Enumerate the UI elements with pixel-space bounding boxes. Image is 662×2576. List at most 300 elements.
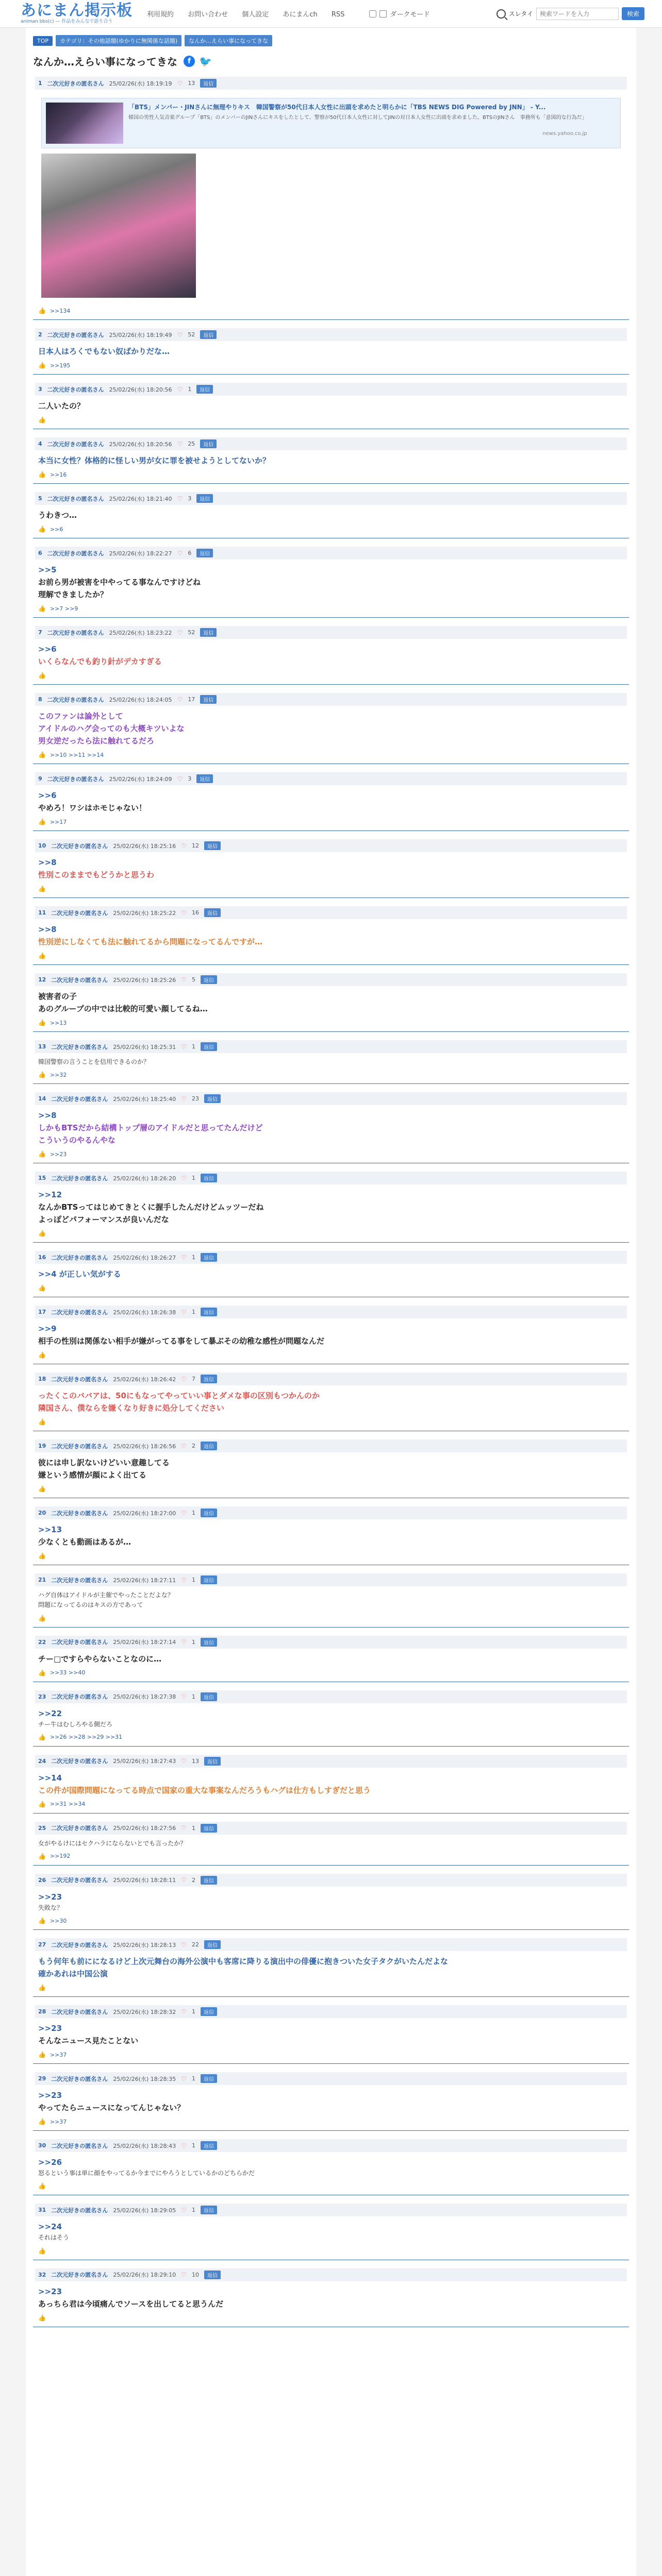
reply-button[interactable]: 返信 bbox=[201, 1575, 217, 1584]
thumbs-up-icon[interactable]: 👍 bbox=[38, 1984, 46, 1992]
heart-icon[interactable]: ♡ bbox=[181, 1308, 187, 1316]
post-header bbox=[35, 1172, 627, 1184]
search-scope-select[interactable]: スレタイ bbox=[508, 10, 533, 18]
nav-terms[interactable]: 利用規約 bbox=[147, 11, 174, 19]
thumbs-up-icon[interactable]: 👍 bbox=[38, 1917, 46, 1925]
poster-name: 二次元好きの匿名さん bbox=[47, 331, 104, 338]
post-text-line: 二人いたの？ bbox=[38, 401, 85, 411]
heart-icon[interactable]: ♡ bbox=[181, 1174, 187, 1182]
site-logo[interactable] bbox=[21, 3, 133, 24]
reply-anchors[interactable]: >>17 bbox=[49, 818, 67, 825]
post-date: 25/02/26(水) 18:23:22 bbox=[109, 629, 172, 636]
heart-icon[interactable]: ♡ bbox=[181, 976, 187, 984]
post bbox=[33, 2200, 629, 2260]
reply-anchor[interactable]: >>8 bbox=[38, 858, 57, 867]
post-header bbox=[35, 437, 627, 450]
post-text-line: やってたらニュースになってんじゃない？ bbox=[38, 2103, 185, 2113]
thumbs-up-icon[interactable]: 👍 bbox=[38, 1485, 46, 1493]
reply-anchor[interactable]: >>23 bbox=[38, 2091, 62, 2100]
heart-icon[interactable]: ♡ bbox=[181, 842, 187, 850]
heart-icon[interactable]: ♡ bbox=[181, 2075, 187, 2082]
like-count: 1 bbox=[191, 1309, 195, 1316]
reply-button[interactable]: 返信 bbox=[201, 1638, 217, 1647]
thread-title: なんか…えらい事になってきな bbox=[33, 56, 177, 68]
heart-icon[interactable]: ♡ bbox=[181, 1824, 187, 1832]
post-number[interactable]: 15 bbox=[38, 1175, 46, 1182]
post-date: 25/02/26(水) 18:20:56 bbox=[109, 386, 172, 393]
post-number[interactable]: 6 bbox=[38, 550, 42, 556]
like-count: 1 bbox=[191, 1693, 195, 1700]
post-text-line: 怒るという事は単に顔をやってるか今までにやろうとしているかのどちらかだ bbox=[38, 2170, 255, 2177]
post-footer bbox=[35, 670, 627, 681]
post-number[interactable]: 23 bbox=[38, 1693, 46, 1700]
heart-icon[interactable]: ♡ bbox=[181, 1941, 187, 1948]
heart-icon[interactable]: ♡ bbox=[177, 629, 183, 636]
reply-anchors[interactable]: >>37 bbox=[49, 2051, 67, 2058]
reply-button[interactable]: 返信 bbox=[204, 841, 221, 850]
main-content bbox=[26, 28, 636, 2576]
thumbs-up-icon[interactable]: 👍 bbox=[38, 1418, 46, 1426]
post-text-line: 日本人はろくでもない奴ばかりだな… bbox=[38, 347, 170, 356]
post-number[interactable]: 19 bbox=[38, 1443, 46, 1450]
heart-icon[interactable]: ♡ bbox=[181, 1043, 187, 1050]
post-date: 25/02/26(水) 18:29:10 bbox=[113, 2272, 176, 2278]
post-body bbox=[35, 1385, 627, 1416]
reply-anchors[interactable]: >>13 bbox=[49, 1019, 67, 1026]
reply-anchors[interactable]: >>31 >>34 bbox=[49, 1801, 86, 1808]
post-date: 25/02/26(水) 18:27:11 bbox=[113, 1577, 176, 1584]
post bbox=[33, 690, 629, 764]
reply-button[interactable]: 返信 bbox=[200, 439, 217, 448]
heart-icon[interactable]: ♡ bbox=[177, 495, 183, 502]
post-text-line: それはそう bbox=[38, 2234, 70, 2242]
like-count: 1 bbox=[191, 1254, 195, 1261]
heart-icon[interactable]: ♡ bbox=[181, 1253, 187, 1261]
reply-anchor[interactable]: >>26 bbox=[38, 2158, 62, 2167]
post-body bbox=[35, 1318, 627, 1349]
post-number[interactable]: 2 bbox=[38, 331, 42, 338]
reply-anchors[interactable]: >>134 bbox=[49, 307, 71, 314]
post-body bbox=[35, 1519, 627, 1550]
post-number[interactable]: 27 bbox=[38, 1941, 46, 1948]
like-count: 10 bbox=[191, 2271, 199, 2278]
reply-button[interactable]: 返信 bbox=[196, 385, 213, 394]
reply-button[interactable]: 返信 bbox=[201, 1824, 217, 1833]
post-date: 25/02/26(水) 18:25:40 bbox=[113, 1095, 176, 1103]
heart-icon[interactable]: ♡ bbox=[177, 331, 183, 338]
thumbs-up-icon[interactable]: 👍 bbox=[38, 2314, 46, 2321]
like-count: 13 bbox=[191, 1757, 199, 1765]
twitter-share-icon[interactable]: 🐦 bbox=[199, 55, 212, 67]
thumbs-up-icon[interactable]: 👍 bbox=[38, 2051, 46, 2059]
reply-button[interactable]: 返信 bbox=[204, 1094, 221, 1103]
post-footer bbox=[35, 469, 627, 480]
post-number[interactable]: 9 bbox=[38, 775, 42, 782]
heart-icon[interactable]: ♡ bbox=[181, 1095, 187, 1103]
poster-name: 二次元好きの匿名さん bbox=[51, 1309, 108, 1316]
heart-icon[interactable]: ♡ bbox=[181, 1693, 187, 1701]
post-number[interactable]: 3 bbox=[38, 386, 42, 393]
post-number[interactable]: 12 bbox=[38, 976, 46, 983]
logo-subtext: animan bbs(c) — 作品をみんなで語り合う bbox=[21, 19, 113, 24]
reply-anchor[interactable]: >>8 bbox=[38, 925, 57, 934]
post-text-line: 男女逆だったら法に触れてるだろ bbox=[38, 736, 155, 745]
post-header bbox=[35, 1636, 627, 1649]
thumbs-up-icon[interactable]: 👍 bbox=[38, 2182, 46, 2190]
post bbox=[33, 1687, 629, 1747]
dark-mode-toggle[interactable] bbox=[369, 9, 429, 19]
thumbs-up-icon[interactable]: 👍 bbox=[38, 1800, 46, 1808]
reply-button[interactable]: 返信 bbox=[201, 1692, 217, 1701]
post-header bbox=[35, 328, 627, 341]
reply-anchors[interactable]: >>37 bbox=[49, 2118, 67, 2125]
thumbs-up-icon[interactable]: 👍 bbox=[38, 1733, 46, 1741]
post-text-line: よっぽどパフォーマンスが良いんだな bbox=[38, 1215, 169, 1225]
reply-button[interactable]: 返信 bbox=[200, 79, 217, 88]
post bbox=[33, 1168, 629, 1243]
reply-button[interactable]: 返信 bbox=[201, 1509, 217, 1517]
reply-button[interactable]: 返信 bbox=[201, 1042, 217, 1051]
thumbs-up-icon[interactable]: 👍 bbox=[38, 1614, 46, 1622]
heart-icon[interactable]: ♡ bbox=[177, 79, 183, 87]
breadcrumb-thread[interactable]: なんか…えらい事になってきな bbox=[185, 35, 272, 46]
site-header bbox=[0, 0, 662, 28]
reply-button[interactable]: 返信 bbox=[204, 1757, 221, 1766]
thumbs-up-icon[interactable]: 👍 bbox=[38, 526, 46, 533]
nav-contact[interactable]: お問い合わせ bbox=[188, 11, 228, 19]
post-number[interactable]: 8 bbox=[38, 696, 42, 703]
post-number[interactable]: 29 bbox=[38, 2075, 46, 2082]
post-text-line: こういうのやるんやな bbox=[38, 1136, 116, 1145]
reply-anchor[interactable]: >>24 bbox=[38, 2222, 62, 2232]
post-body bbox=[35, 1053, 627, 1069]
post-number[interactable]: 22 bbox=[38, 1638, 46, 1646]
reply-anchor[interactable]: >>23 bbox=[38, 2286, 62, 2296]
reply-anchors[interactable]: >>32 bbox=[49, 1071, 67, 1078]
thumbs-up-icon[interactable]: 👍 bbox=[38, 1669, 46, 1676]
thumbs-up-icon[interactable]: 👍 bbox=[38, 307, 46, 314]
post bbox=[33, 2136, 629, 2195]
thumbs-up-icon[interactable]: 👍 bbox=[38, 2118, 46, 2126]
post-number[interactable]: 18 bbox=[38, 1376, 46, 1383]
post-footer bbox=[35, 1282, 627, 1294]
post-body bbox=[35, 1184, 627, 1228]
reply-anchors[interactable]: >>7 >>9 bbox=[49, 605, 78, 612]
post-body bbox=[35, 1887, 627, 1915]
poster-name: 二次元好きの匿名さん bbox=[51, 1443, 108, 1450]
post-header bbox=[35, 492, 627, 505]
reply-button[interactable]: 返信 bbox=[201, 1253, 217, 1262]
checkbox-icon[interactable] bbox=[379, 10, 387, 18]
heart-icon[interactable]: ♡ bbox=[181, 2206, 187, 2214]
post-number[interactable]: 25 bbox=[38, 1824, 46, 1832]
thumbs-up-icon[interactable]: 👍 bbox=[38, 885, 46, 892]
post-footer bbox=[35, 414, 627, 426]
search-button[interactable]: 検索 bbox=[622, 7, 644, 20]
post-number[interactable]: 16 bbox=[38, 1254, 46, 1261]
reply-button[interactable]: 返信 bbox=[201, 2007, 217, 2016]
post-header bbox=[35, 1372, 627, 1385]
thumbs-up-icon[interactable]: 👍 bbox=[38, 605, 46, 612]
post-number[interactable]: 24 bbox=[38, 1757, 46, 1765]
post-body bbox=[35, 919, 627, 950]
thumbs-up-icon[interactable]: 👍 bbox=[38, 751, 46, 758]
post bbox=[33, 1369, 629, 1431]
reply-anchor[interactable]: >>23 bbox=[38, 2024, 62, 2033]
reply-anchor[interactable]: >>23 bbox=[38, 1892, 62, 1902]
reply-button[interactable]: 返信 bbox=[204, 908, 221, 917]
reply-anchor[interactable]: >>6 bbox=[38, 791, 57, 800]
post-number[interactable]: 5 bbox=[38, 495, 42, 502]
poster-name: 二次元好きの匿名さん bbox=[51, 2075, 108, 2082]
reply-anchor[interactable]: >>5 bbox=[38, 565, 57, 574]
thumbs-up-icon[interactable]: 👍 bbox=[38, 1019, 46, 1026]
post-number[interactable]: 17 bbox=[38, 1309, 46, 1316]
thumbs-up-icon[interactable]: 👍 bbox=[38, 1284, 46, 1292]
post-body bbox=[35, 1649, 627, 1667]
poster-name: 二次元好きの匿名さん bbox=[51, 1693, 108, 1701]
thumbs-up-icon[interactable]: 👍 bbox=[38, 2247, 46, 2255]
reply-button[interactable]: 返信 bbox=[201, 975, 217, 984]
post-text-line: いくらなんでも釣り針がデカすぎる bbox=[38, 657, 162, 666]
post-date: 25/02/26(水) 18:27:00 bbox=[113, 1510, 176, 1517]
post-date: 25/02/26(水) 18:27:56 bbox=[113, 1825, 176, 1832]
reply-anchors[interactable]: >>33 >>40 bbox=[49, 1669, 86, 1676]
post-number[interactable]: 14 bbox=[38, 1095, 46, 1103]
thumbs-up-icon[interactable]: 👍 bbox=[38, 416, 46, 423]
reply-anchors[interactable]: >>23 bbox=[49, 1150, 67, 1158]
thumbs-up-icon[interactable]: 👍 bbox=[38, 1351, 46, 1359]
poster-name: 二次元好きの匿名さん bbox=[51, 2142, 108, 2149]
post-number[interactable]: 31 bbox=[38, 2207, 46, 2214]
heart-icon[interactable]: ♡ bbox=[181, 909, 187, 917]
post-header bbox=[35, 1439, 627, 1452]
search-input[interactable] bbox=[536, 8, 619, 20]
nav-rss[interactable]: RSS bbox=[331, 11, 345, 19]
post-text-line: 性別このままでもどうかと思うわ bbox=[38, 870, 155, 879]
reply-button[interactable]: 返信 bbox=[201, 1308, 217, 1316]
thumbs-up-icon[interactable]: 👍 bbox=[38, 362, 46, 369]
post-text-line: しかもBTSだから結構トップ層のアイドルだと思ってたんだけど bbox=[38, 1123, 263, 1133]
reply-anchor[interactable]: >>6 bbox=[38, 645, 57, 654]
reply-button[interactable]: 返信 bbox=[204, 2270, 221, 2279]
post-date: 25/02/26(水) 18:26:56 bbox=[113, 1443, 176, 1450]
post-header bbox=[35, 2072, 627, 2085]
reply-anchor[interactable]: >>13 bbox=[38, 1525, 62, 1535]
breadcrumb-category[interactable]: カテゴリ：その他話題(ゆかりに無関係な話題) bbox=[56, 35, 181, 46]
reply-anchors[interactable]: >>30 bbox=[49, 1917, 67, 1924]
thumbs-up-icon[interactable]: 👍 bbox=[38, 952, 46, 959]
like-count: 1 bbox=[191, 2142, 195, 2149]
heart-icon[interactable]: ♡ bbox=[181, 1876, 187, 1884]
reply-button[interactable]: 返信 bbox=[201, 1174, 217, 1182]
reply-button[interactable]: 返信 bbox=[200, 330, 217, 339]
post-number[interactable]: 13 bbox=[38, 1043, 46, 1050]
poster-name: 二次元好きの匿名さん bbox=[47, 80, 104, 87]
reply-button[interactable]: 返信 bbox=[201, 1375, 217, 1383]
toggle-icon bbox=[369, 10, 376, 18]
post-text-line: 理解できましたか？ bbox=[38, 590, 108, 599]
post-text-line: なんかBTSってはじめてきとくに握手したんだけどムッツーだね bbox=[38, 1202, 264, 1212]
post-text-line: 失敗な？ bbox=[38, 1904, 63, 1911]
post-footer bbox=[35, 1851, 627, 1862]
post-text-line: 確かあれは中国公演 bbox=[38, 1969, 108, 1979]
heart-icon[interactable]: ♡ bbox=[181, 1509, 187, 1517]
reply-button[interactable]: 返信 bbox=[196, 774, 213, 783]
post-footer bbox=[35, 1667, 627, 1679]
breadcrumb-top[interactable]: TOP bbox=[33, 36, 53, 46]
like-count: 1 bbox=[188, 386, 192, 393]
poster-name: 二次元好きの匿名さん bbox=[51, 842, 108, 850]
post-number[interactable]: 11 bbox=[38, 909, 46, 916]
reply-button[interactable]: 返信 bbox=[200, 628, 217, 637]
reply-anchors[interactable]: >>26 >>28 >>29 >>31 bbox=[49, 1734, 123, 1741]
reply-button[interactable]: 返信 bbox=[201, 2206, 217, 2214]
post-header bbox=[35, 1573, 627, 1586]
reply-button[interactable]: 返信 bbox=[201, 1876, 217, 1885]
heart-icon[interactable]: ♡ bbox=[181, 1757, 187, 1765]
post-footer bbox=[35, 1732, 627, 1743]
heart-icon[interactable]: ♡ bbox=[177, 696, 183, 703]
post bbox=[33, 74, 629, 320]
heart-icon[interactable]: ♡ bbox=[181, 1638, 187, 1646]
heart-icon[interactable]: ♡ bbox=[181, 1375, 187, 1383]
like-count: 1 bbox=[191, 2207, 195, 2214]
post-footer bbox=[35, 360, 627, 371]
reply-button[interactable]: 返信 bbox=[204, 1940, 221, 1949]
reply-button[interactable]: 返信 bbox=[201, 2141, 217, 2150]
post-number[interactable]: 21 bbox=[38, 1577, 46, 1584]
facebook-share-icon[interactable]: f bbox=[184, 56, 195, 67]
post-date: 25/02/26(水) 18:22:27 bbox=[109, 550, 172, 557]
post-date: 25/02/26(水) 18:29:05 bbox=[113, 2207, 176, 2214]
post-text-line: あっちら君は今頃痛んでソースを出してると思うんだ bbox=[38, 2299, 224, 2309]
poster-name: 二次元好きの匿名さん bbox=[51, 2207, 108, 2214]
thumbs-up-icon[interactable]: 👍 bbox=[38, 1852, 46, 1860]
post-date: 25/02/26(水) 18:28:11 bbox=[113, 1877, 176, 1884]
like-count: 1 bbox=[191, 2008, 195, 2015]
post-text-line: この件が国際問題になってる時点で国家の重大な事案なんだろうもハグは仕方もしすぎだと思う bbox=[38, 1785, 371, 1795]
reply-anchor[interactable]: >>8 bbox=[38, 1111, 57, 1121]
post-footer bbox=[35, 1550, 627, 1562]
reply-anchor[interactable]: >>14 bbox=[38, 1773, 62, 1783]
reply-anchor[interactable]: >>12 bbox=[38, 1190, 62, 1200]
news-link-card[interactable] bbox=[41, 98, 621, 148]
heart-icon[interactable]: ♡ bbox=[177, 385, 183, 393]
post-footer bbox=[35, 305, 627, 316]
like-count: 23 bbox=[191, 1095, 199, 1103]
post-date: 25/02/26(水) 18:26:38 bbox=[113, 1309, 176, 1316]
post-date: 25/02/26(水) 18:28:35 bbox=[113, 2075, 176, 2082]
thumbs-up-icon[interactable]: 👍 bbox=[38, 672, 46, 679]
post-number[interactable]: 30 bbox=[38, 2142, 46, 2149]
poster-name: 二次元好きの匿名さん bbox=[47, 440, 104, 448]
thumbs-up-icon[interactable]: 👍 bbox=[38, 1552, 46, 1560]
reply-button[interactable]: 返信 bbox=[201, 1442, 217, 1450]
reply-anchors[interactable]: >>10 >>11 >>14 bbox=[49, 751, 104, 758]
post-body bbox=[35, 1951, 627, 1982]
post-footer bbox=[35, 1483, 627, 1495]
post-number[interactable]: 10 bbox=[38, 842, 46, 849]
heart-icon[interactable]: ♡ bbox=[177, 775, 183, 783]
news-source: news.yahoo.co.jp bbox=[542, 131, 587, 137]
reply-anchors[interactable]: >>192 bbox=[49, 1853, 71, 1860]
post-text-line: 嫌という感情が顔によく出てる bbox=[38, 1470, 147, 1480]
post-number[interactable]: 32 bbox=[38, 2271, 46, 2278]
post-header bbox=[35, 1306, 627, 1318]
thumbs-up-icon[interactable]: 👍 bbox=[38, 471, 46, 478]
post-text-line: 彼には申し訳ないけどいい意趣してる bbox=[38, 1458, 170, 1468]
heart-icon[interactable]: ♡ bbox=[181, 2271, 187, 2278]
reply-button[interactable]: 返信 bbox=[201, 2074, 217, 2083]
nav-animanch[interactable]: あにまんch bbox=[283, 11, 318, 19]
post-body bbox=[35, 1703, 627, 1732]
nav-settings[interactable]: 個人設定 bbox=[242, 11, 269, 19]
attached-photo[interactable] bbox=[41, 154, 196, 298]
post-number[interactable]: 4 bbox=[38, 440, 42, 447]
post-number[interactable]: 28 bbox=[38, 2008, 46, 2015]
reply-button[interactable]: 返信 bbox=[196, 549, 213, 557]
post-text-line: アイドルのハグ会ってのも大概キツいよな bbox=[38, 724, 185, 733]
thumbs-up-icon[interactable]: 👍 bbox=[38, 1150, 46, 1158]
reply-anchors[interactable]: >>16 bbox=[49, 471, 67, 478]
heart-icon[interactable]: ♡ bbox=[181, 2142, 187, 2149]
news-title[interactable]: 「BTS」メンバー・JINさんに無理やりキス 韓国警察が50代日本人女性に出頭を求めたと明らかに「TBS NEWS DIG Powered by JNN」 - Y... bbox=[128, 104, 546, 111]
thumbs-up-icon[interactable]: 👍 bbox=[38, 1230, 46, 1238]
heart-icon[interactable]: ♡ bbox=[181, 1576, 187, 1584]
reply-anchors[interactable]: >>6 bbox=[49, 526, 63, 533]
post-header bbox=[35, 1690, 627, 1703]
post-list bbox=[33, 74, 629, 2327]
post-number[interactable]: 20 bbox=[38, 1510, 46, 1517]
post-date: 25/02/26(水) 18:28:32 bbox=[113, 2008, 176, 2015]
heart-icon[interactable]: ♡ bbox=[177, 440, 183, 448]
heart-icon[interactable]: ♡ bbox=[181, 2008, 187, 2015]
post-number[interactable]: 1 bbox=[38, 80, 42, 87]
reply-button[interactable]: 返信 bbox=[200, 695, 217, 704]
post-body bbox=[35, 639, 627, 670]
heart-icon[interactable]: ♡ bbox=[177, 549, 183, 557]
post bbox=[33, 1037, 629, 1084]
like-count: 1 bbox=[191, 1043, 195, 1050]
post bbox=[33, 325, 629, 375]
reply-anchor[interactable]: >>22 bbox=[38, 1708, 62, 1718]
post-header bbox=[35, 1938, 627, 1951]
post-body bbox=[35, 1105, 627, 1148]
post-number[interactable]: 7 bbox=[38, 629, 42, 636]
post bbox=[33, 1752, 629, 1814]
post-header bbox=[35, 383, 627, 396]
heart-icon[interactable]: ♡ bbox=[181, 1442, 187, 1450]
post bbox=[33, 1819, 629, 1866]
like-count: 1 bbox=[191, 1638, 195, 1646]
post bbox=[33, 836, 629, 898]
post-date: 25/02/26(水) 18:25:16 bbox=[113, 842, 176, 850]
reply-anchor[interactable]: >>4 が正しい気がする bbox=[38, 1269, 121, 1279]
thumbs-up-icon[interactable]: 👍 bbox=[38, 818, 46, 825]
like-count: 1 bbox=[191, 2075, 195, 2082]
reply-anchors[interactable]: >>195 bbox=[49, 362, 71, 369]
poster-name: 二次元好きの匿名さん bbox=[51, 1376, 108, 1383]
poster-name: 二次元好きの匿名さん bbox=[51, 2272, 108, 2278]
poster-name: 二次元好きの匿名さん bbox=[51, 1758, 108, 1765]
post-number[interactable]: 26 bbox=[38, 1876, 46, 1884]
reply-anchor[interactable]: >>9 bbox=[38, 1324, 57, 1334]
post-date: 25/02/26(水) 18:27:43 bbox=[113, 1758, 176, 1765]
thumbs-up-icon[interactable]: 👍 bbox=[38, 1071, 46, 1079]
post-body bbox=[35, 2152, 627, 2180]
reply-button[interactable]: 返信 bbox=[196, 494, 213, 503]
